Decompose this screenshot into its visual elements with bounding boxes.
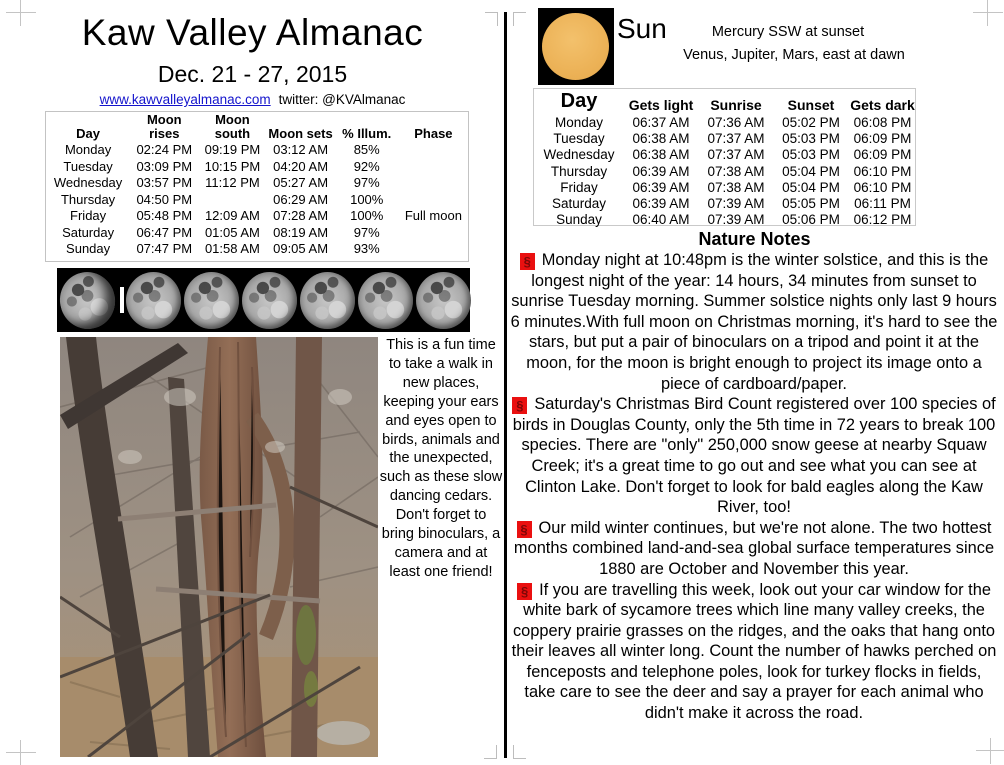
- moon-south-cell: 11:12 PM: [205, 175, 260, 190]
- moon-sets-cell: 05:27 AM: [273, 175, 329, 190]
- phase-cell: [399, 142, 468, 159]
- moon-photo: [242, 272, 297, 329]
- page-divider: [504, 12, 507, 758]
- date-range: Dec. 21 - 27, 2015: [157, 61, 348, 87]
- sun-header-day: Day: [560, 90, 598, 112]
- day-cell: Monday: [554, 115, 604, 130]
- link-line: [0, 92, 505, 107]
- sunset-cell: 05:04 PM: [782, 179, 840, 195]
- sunset-cell: 05:05 PM: [782, 196, 840, 212]
- cedar-photo-illustration: [60, 337, 378, 757]
- phase-cell: [399, 159, 468, 176]
- moon-header-sets: Moon sets: [268, 126, 333, 141]
- nature-note-paragraph: [509, 394, 999, 518]
- day-cell: Saturday: [62, 224, 115, 240]
- phase-cell: [399, 192, 468, 209]
- table-row: [534, 147, 917, 163]
- table-row: [534, 180, 917, 196]
- crop-mark-bottom-left: [6, 740, 36, 765]
- phase-cell: Full moon: [404, 208, 462, 223]
- sun-header-gets-light: Gets light: [628, 97, 694, 113]
- table-row: [46, 208, 468, 225]
- illum-cell: 93%: [353, 241, 380, 256]
- nature-note-text: Saturday's Christmas Bird Count registered over 100 species of birds in Douglas County, only the 5th time in 72 years to break 100 species. There are "only" 250,000 snow geese at nearby Squaw Creek; it's a great time to go out and see what you can see at Clinton Lake. Don't forget to look for bald eagles along the Kaw River, too!: [512, 395, 996, 517]
- day-cell: Wednesday: [543, 147, 615, 163]
- moon-table-header-row: [46, 112, 468, 142]
- day-cell: Sunday: [66, 241, 111, 256]
- sun-header-sunset: Sunset: [787, 97, 835, 113]
- moon-rises-cell: 07:47 PM: [136, 241, 193, 256]
- table-row: [534, 131, 917, 147]
- corner-bracket-right-page-top-left: [513, 12, 526, 26]
- illum-cell: 92%: [353, 158, 380, 174]
- day-cell: Wednesday: [53, 175, 123, 190]
- phase-cell: [399, 175, 468, 192]
- moon-rises-cell: 02:24 PM: [136, 142, 193, 157]
- moon-south-cell: [198, 192, 266, 209]
- sunset-cell: 05:02 PM: [782, 115, 840, 130]
- nature-note-text: If you are travelling this week, look out your car window for the white bark of sycamore trees which line many valley creeks, the coppery prairie grasses on the ridges, and the oaks that hang onto their leaves all winter long. Count the number of hawks perched on fenceposts and telephone poles, look for turkey flocks in fields, take care to see the deer and say a prayer for each animal who didn't make it across the road.: [511, 580, 997, 723]
- table-row: [46, 225, 468, 242]
- illum-cell: 100%: [350, 208, 384, 223]
- moon-photo: [358, 272, 413, 329]
- gets-light-cell: 06:38 AM: [632, 131, 690, 147]
- moon-rises-cell: 05:48 PM: [136, 208, 193, 223]
- table-row: [534, 196, 917, 212]
- day-cell: Thursday: [60, 191, 116, 207]
- photo-caption: This is a fun time to take a walk in new places, keeping your ears and eyes open to birds, animals and the unexpected, such as these slow dancing cedars. Don't forget to bring binoculars, a camera and at least one friend!: [379, 337, 503, 580]
- moon-photo: [126, 272, 181, 329]
- illum-cell: 97%: [353, 175, 380, 190]
- moon-header-rises: Moon rises: [146, 112, 182, 141]
- day-cell: Sunday: [556, 212, 602, 228]
- gets-light-cell: 06:39 AM: [632, 163, 690, 179]
- moon-photo: [54, 266, 121, 335]
- sun-table: [533, 88, 916, 226]
- moon-sets-cell: 08:19 AM: [273, 224, 329, 240]
- gets-light-cell: 06:40 AM: [632, 212, 690, 228]
- sunrise-cell: 07:37 AM: [707, 147, 765, 163]
- moon-rises-cell: 04:50 PM: [136, 191, 193, 207]
- moon-sets-cell: 09:05 AM: [273, 241, 329, 256]
- moon-south-cell: 01:58 AM: [204, 241, 260, 256]
- corner-bracket-left-page-bottom-right: [484, 745, 497, 759]
- section-marker-icon: §: [517, 583, 532, 600]
- day-cell: Friday: [560, 179, 598, 195]
- moon-photo: [300, 272, 355, 329]
- sun-icon: [542, 13, 609, 80]
- nature-note-text: Our mild winter continues, but we're not alone. The two hottest months combined land-and-sea global surface temperatures since 1880 are October and November this year.: [513, 518, 995, 578]
- moon-sets-cell: 07:28 AM: [273, 208, 329, 223]
- planet-note-1: Mercury SSW at sunset: [711, 24, 865, 40]
- sunrise-cell: 07:36 AM: [707, 115, 765, 130]
- moon-table: [45, 111, 469, 262]
- moon-sets-cell: 06:29 AM: [273, 191, 329, 207]
- day-cell: Thursday: [550, 163, 608, 179]
- gets-dark-cell: 06:10 PM: [853, 179, 912, 195]
- cedar-photo: [60, 337, 378, 757]
- sunrise-cell: 07:38 AM: [707, 163, 765, 179]
- moon-strip-marker: [120, 287, 124, 313]
- illum-cell: 85%: [353, 142, 380, 157]
- section-marker-icon: §: [517, 521, 532, 538]
- nature-notes: [509, 250, 999, 724]
- moon-south-cell: 10:15 PM: [204, 158, 261, 174]
- phase-cell: [399, 241, 468, 258]
- illum-cell: 97%: [353, 224, 380, 240]
- sun-photo: [538, 8, 614, 85]
- gets-dark-cell: 06:10 PM: [853, 163, 912, 179]
- sunrise-cell: 07:39 AM: [707, 212, 765, 228]
- website-link[interactable]: www.kawvalleyalmanac.com: [99, 92, 271, 107]
- day-cell: Friday: [70, 208, 107, 223]
- nature-notes-heading: Nature Notes: [698, 229, 811, 249]
- moon-header-day: Day: [76, 126, 101, 141]
- gets-dark-cell: 06:12 PM: [853, 212, 912, 228]
- moon-header-south: Moon south: [214, 112, 251, 141]
- moon-south-cell: 09:19 PM: [204, 142, 261, 157]
- sunrise-cell: 07:37 AM: [707, 131, 765, 147]
- gets-light-cell: 06:39 AM: [632, 179, 690, 195]
- day-cell: Tuesday: [553, 131, 605, 147]
- corner-bracket-right-page-bottom-left: [513, 745, 526, 759]
- illum-cell: 100%: [350, 191, 384, 207]
- day-cell: Monday: [64, 142, 112, 157]
- table-row: [46, 142, 468, 159]
- phase-cell: [399, 225, 468, 242]
- moon-sets-cell: 04:20 AM: [273, 158, 329, 174]
- sunset-cell: 05:06 PM: [782, 212, 840, 228]
- planet-note-2: Venus, Jupiter, Mars, east at dawn: [683, 47, 905, 63]
- table-row: [46, 192, 468, 209]
- table-row: [46, 159, 468, 176]
- nature-note-paragraph: [509, 250, 999, 394]
- gets-dark-cell: 06:09 PM: [853, 131, 912, 147]
- crop-mark-bottom-right: [976, 738, 1004, 764]
- moon-header-phase: Phase: [414, 126, 453, 141]
- moon-photo: [184, 272, 239, 329]
- page-title: Kaw Valley Almanac: [81, 12, 424, 53]
- gets-light-cell: 06:37 AM: [632, 115, 690, 130]
- sun-table-header-row: [534, 89, 917, 115]
- section-marker-icon: §: [520, 253, 535, 270]
- moon-south-cell: 12:09 AM: [204, 208, 260, 223]
- sunset-cell: 05:03 PM: [782, 131, 840, 147]
- table-row: [534, 212, 917, 228]
- sunrise-cell: 07:39 AM: [707, 196, 765, 212]
- section-marker-icon: §: [512, 397, 527, 414]
- day-cell: Saturday: [551, 196, 607, 212]
- day-cell: Tuesday: [63, 158, 113, 174]
- sunset-cell: 05:04 PM: [782, 163, 840, 179]
- twitter-handle: twitter: @KVAlmanac: [278, 92, 406, 107]
- crop-mark-top-right: [973, 0, 1003, 26]
- sunrise-cell: 07:38 AM: [707, 179, 765, 195]
- sun-header-sunrise: Sunrise: [710, 97, 762, 113]
- table-row: [534, 115, 917, 131]
- gets-dark-cell: 06:09 PM: [853, 147, 912, 163]
- table-row: [534, 164, 917, 180]
- moon-phase-strip: [57, 268, 470, 332]
- moon-header-illum: % Illum.: [342, 126, 392, 141]
- moon-sets-cell: 03:12 AM: [273, 142, 329, 157]
- moon-south-cell: 01:05 AM: [204, 224, 260, 240]
- moon-rises-cell: 03:57 PM: [136, 175, 193, 190]
- nature-note-paragraph: [509, 580, 999, 724]
- moon-photo: [416, 272, 471, 329]
- sun-header-gets-dark: Gets dark: [850, 97, 915, 113]
- sunset-cell: 05:03 PM: [782, 147, 840, 163]
- moon-rises-cell: 06:47 PM: [136, 224, 193, 240]
- gets-dark-cell: 06:11 PM: [854, 196, 911, 212]
- table-row: [46, 241, 468, 258]
- table-row: [46, 175, 468, 192]
- gets-light-cell: 06:38 AM: [632, 147, 690, 163]
- sun-label: Sun: [617, 13, 667, 44]
- gets-dark-cell: 06:08 PM: [853, 115, 912, 130]
- gets-light-cell: 06:39 AM: [632, 196, 690, 212]
- moon-rises-cell: 03:09 PM: [136, 158, 193, 174]
- nature-note-paragraph: [509, 518, 999, 580]
- nature-note-text: Monday night at 10:48pm is the winter solstice, and this is the longest night of the year: 14 hours, 34 minutes from sunset to sunrise Tuesday morning. Summer solstice nights only last 9 hours 6 minutes.With full moon on Christmas morning, it's hard to see the stars, but put a pair of binoculars on a tripod and point it at the moon, for the moon is bright enough to project its image onto a piece of cardboard/paper.: [510, 251, 998, 393]
